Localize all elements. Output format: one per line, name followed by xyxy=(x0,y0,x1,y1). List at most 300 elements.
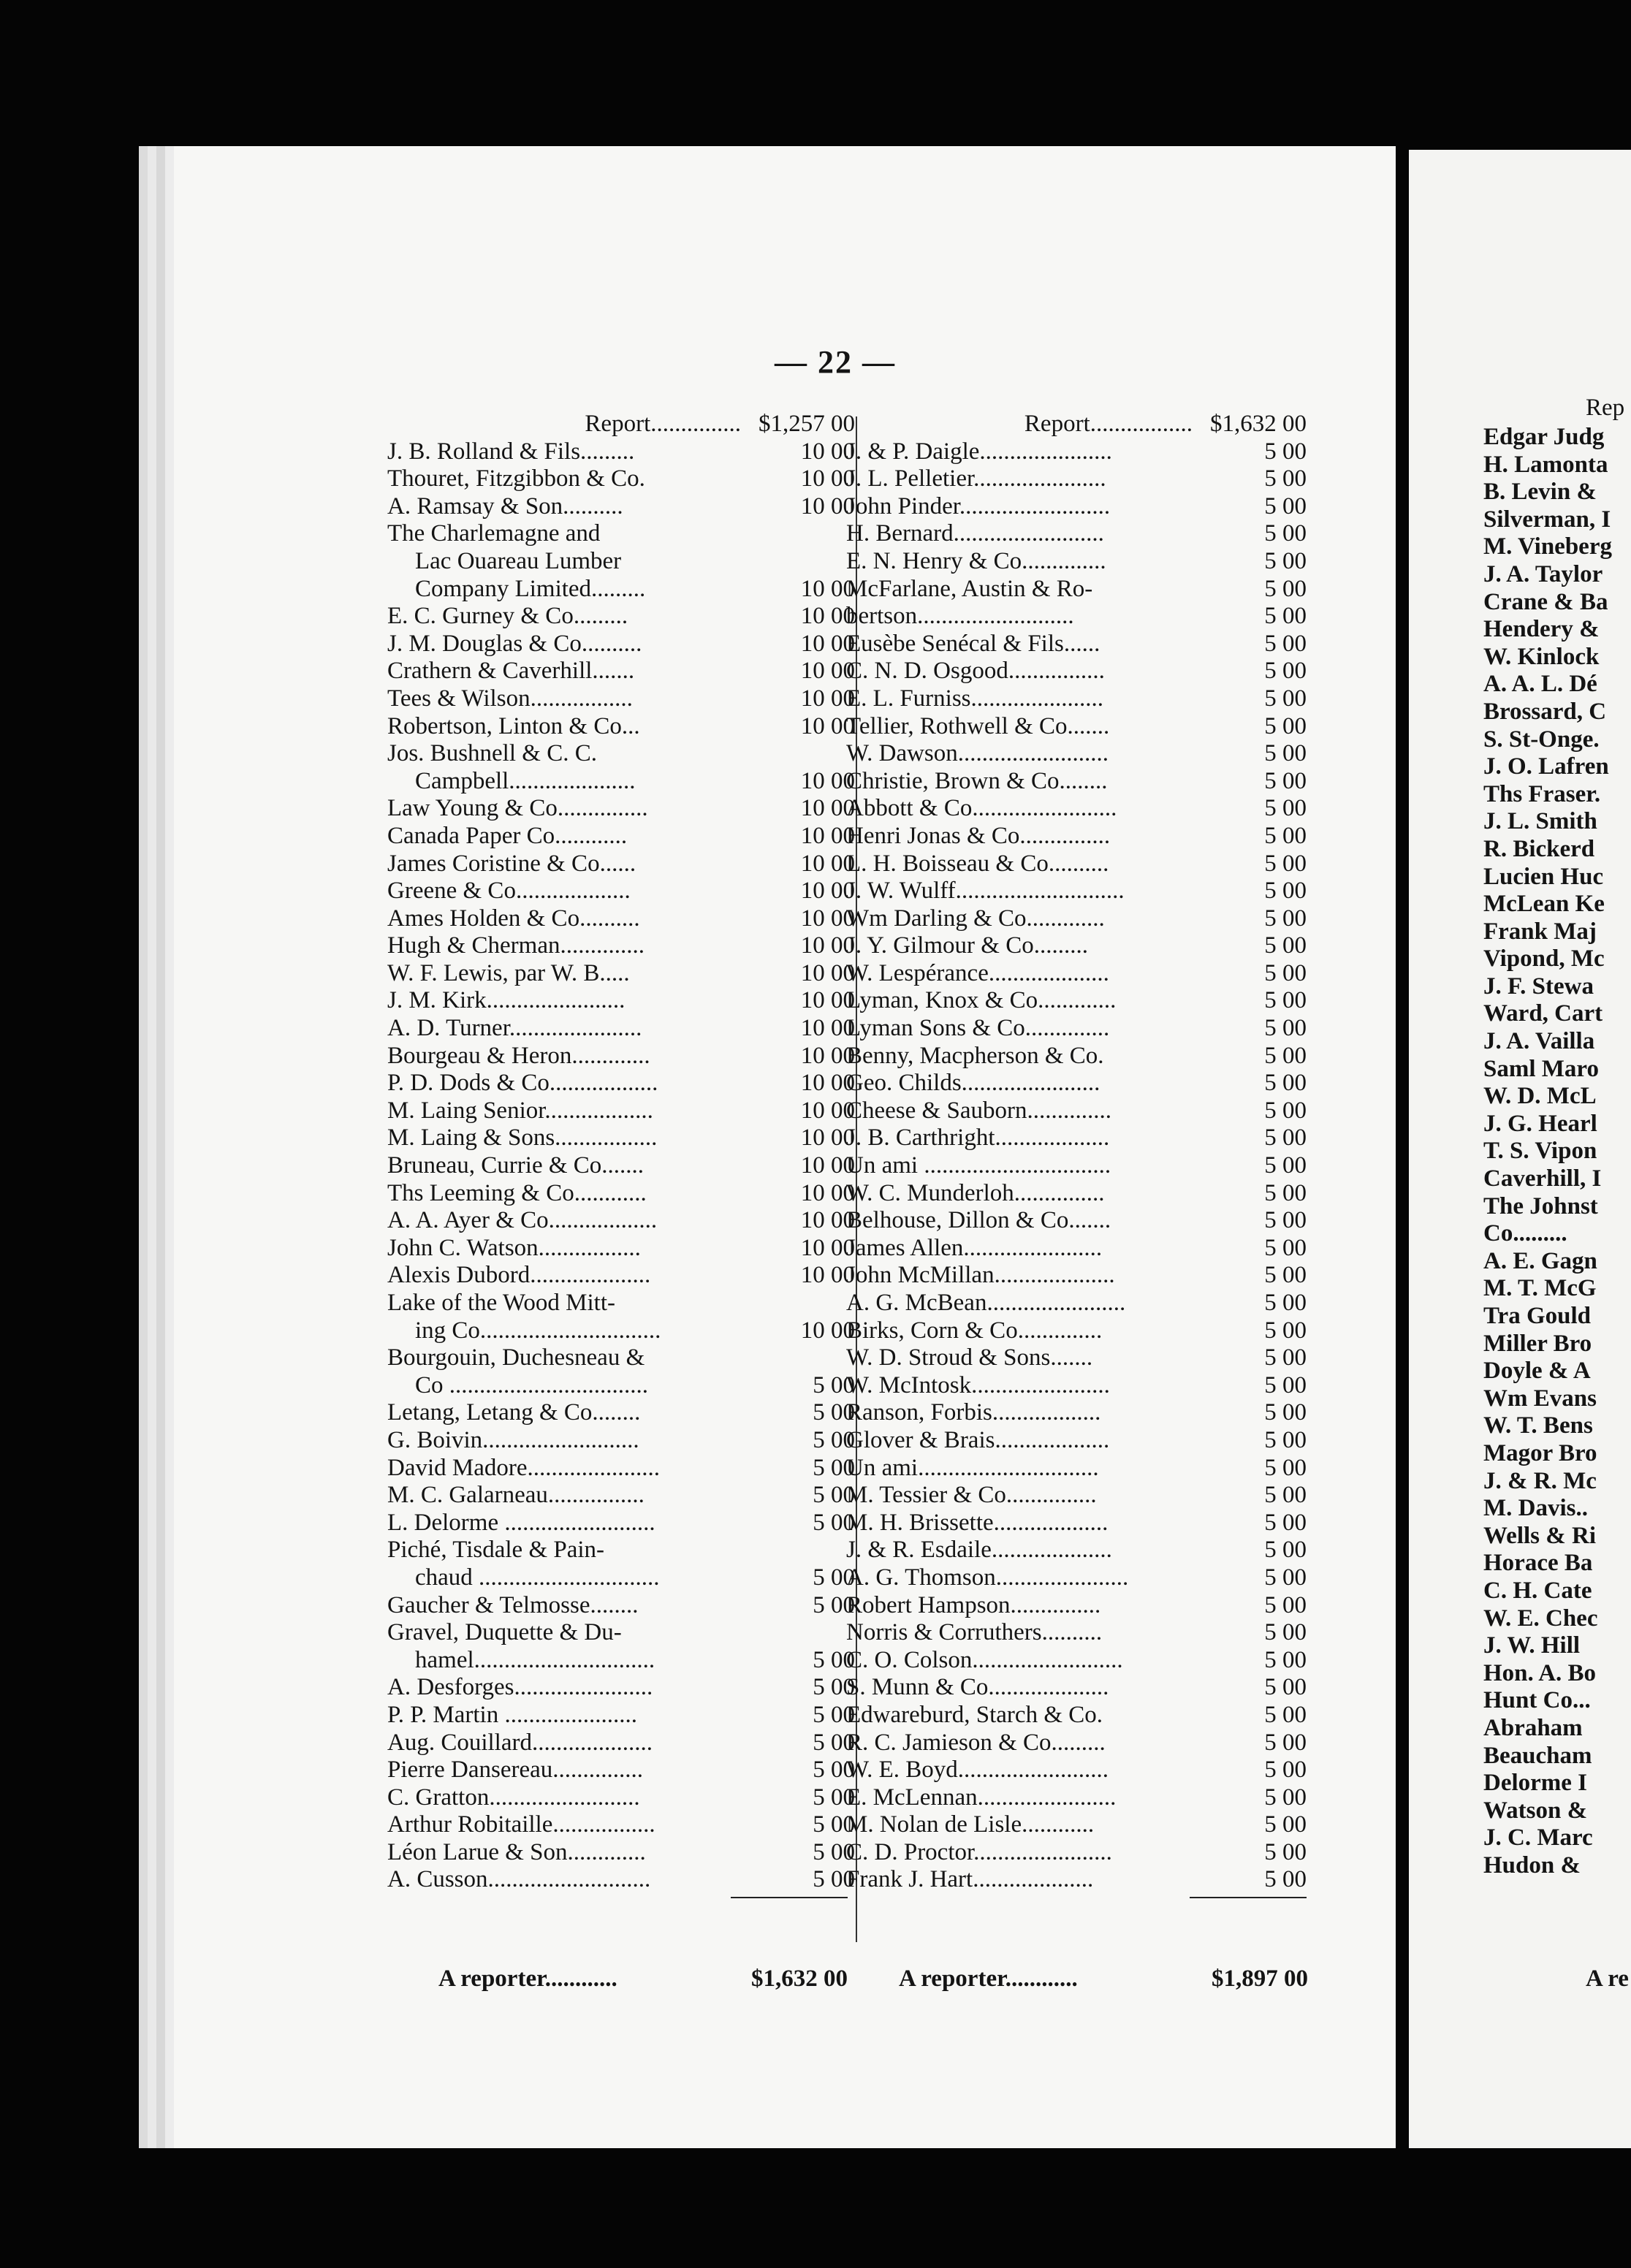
entry-amount: 5 00 xyxy=(1264,932,1307,959)
entry-row xyxy=(387,1235,855,1263)
entry-name: Wm Darling & Co............. xyxy=(846,905,1105,932)
entry-name: A. Cusson........................... xyxy=(387,1866,651,1893)
adjacent-line: Hunt Co... xyxy=(1483,1687,1591,1714)
entry-row xyxy=(387,1564,855,1592)
entry-amount: 10 00 xyxy=(800,959,855,986)
entry-row xyxy=(846,1482,1307,1510)
entry-name: A. G. McBean....................... xyxy=(846,1290,1126,1316)
adjacent-line: Wm Evans xyxy=(1483,1385,1597,1412)
entry-amount: 5 00 xyxy=(813,1646,855,1673)
entry-amount: 5 00 xyxy=(1264,1125,1307,1152)
entry-name: Lyman Sons & Co.............. xyxy=(846,1015,1110,1042)
entry-row xyxy=(846,520,1307,548)
entry-amount: 5 00 xyxy=(1264,767,1307,794)
entry-amount: 5 00 xyxy=(1264,1426,1307,1453)
adjacent-line: M. Vineberg xyxy=(1483,533,1612,560)
entry-row xyxy=(846,631,1307,658)
entry-row xyxy=(846,1757,1307,1784)
entry-amount: 10 00 xyxy=(800,1234,855,1261)
entry-name: Bourgouin, Duchesneau & xyxy=(387,1344,645,1371)
entry-amount: 10 00 xyxy=(800,1262,855,1289)
entry-name: Alexis Dubord.................... xyxy=(387,1262,651,1289)
entry-name: J. M. Douglas & Co.......... xyxy=(387,630,642,657)
adjacent-line: Miller Bro xyxy=(1483,1330,1592,1357)
entry-row xyxy=(846,1344,1307,1372)
entry-amount: 10 00 xyxy=(800,1070,855,1097)
entry-row xyxy=(846,548,1307,576)
adjacent-line: Wells & Ri xyxy=(1483,1522,1596,1549)
entry-row xyxy=(387,905,855,933)
entry-row xyxy=(846,850,1307,878)
adjacent-line: C. H. Cate xyxy=(1483,1577,1592,1604)
entry-amount: 5 00 xyxy=(1264,1015,1307,1042)
entry-amount: 5 00 xyxy=(1264,1179,1307,1206)
adjacent-line: A. E. Gagn xyxy=(1483,1247,1597,1274)
entry-amount: 5 00 xyxy=(813,1399,855,1426)
entry-row xyxy=(846,932,1307,960)
entry-amount: 5 00 xyxy=(1264,740,1307,767)
entry-name: Cheese & Sauborn.............. xyxy=(846,1097,1111,1124)
adjacent-line: Vipond, Mc xyxy=(1483,945,1605,973)
adjacent-line: R. Bickerd xyxy=(1483,835,1595,862)
entry-amount: 5 00 xyxy=(1264,1537,1307,1564)
entry-row xyxy=(846,1207,1307,1235)
entry-amount: 5 00 xyxy=(813,1591,855,1618)
entry-row xyxy=(387,685,855,713)
entry-name: Ths Leeming & Co............ xyxy=(387,1179,647,1206)
entry-row xyxy=(387,1317,855,1345)
adjacent-line: J. W. Hill xyxy=(1483,1632,1581,1659)
total-rule xyxy=(1190,1897,1307,1898)
entry-name: Gaucher & Telmosse........ xyxy=(387,1591,639,1618)
entry-amount: 5 00 xyxy=(1264,1482,1307,1509)
entry-name: M. H. Brissette................... xyxy=(846,1509,1109,1536)
entry-amount: 5 00 xyxy=(813,1509,855,1536)
entry-row xyxy=(387,1757,855,1784)
entry-row xyxy=(387,1702,855,1729)
entry-name: H. Bernard......................... xyxy=(846,520,1104,547)
right-column xyxy=(846,411,1307,1898)
adjacent-line: W. D. McL xyxy=(1483,1083,1597,1110)
entry-amount: 5 00 xyxy=(813,1454,855,1481)
entry-name: P. D. Dods & Co.................. xyxy=(387,1070,658,1097)
entry-amount: 10 00 xyxy=(800,767,855,794)
entry-row xyxy=(387,1372,855,1400)
entry-amount: 10 00 xyxy=(800,932,855,959)
entry-amount: 5 00 xyxy=(1264,1070,1307,1097)
entry-row xyxy=(846,1180,1307,1208)
entry-name: Thouret, Fitzgibbon & Co. xyxy=(387,465,645,492)
entry-row xyxy=(387,1427,855,1455)
entry-amount: 5 00 xyxy=(813,1729,855,1756)
entry-row xyxy=(846,1811,1307,1839)
adjacent-line: J. A. Taylor xyxy=(1483,560,1603,587)
entry-amount: 5 00 xyxy=(813,1482,855,1509)
entry-amount: 10 00 xyxy=(800,795,855,822)
right-total-amount: $1,897 00 xyxy=(1212,1966,1308,1992)
entry-name: J. L. Pelletier...................... xyxy=(846,465,1106,492)
entry-amount: 5 00 xyxy=(1264,685,1307,712)
entry-row xyxy=(387,411,855,438)
entry-name: A. D. Turner...................... xyxy=(387,1015,642,1042)
adjacent-line: Crane & Ba xyxy=(1483,588,1608,615)
entry-amount: 5 00 xyxy=(813,1866,855,1893)
entry-row xyxy=(387,1839,855,1867)
entry-row xyxy=(387,1811,855,1839)
entry-name: Benny, Macpherson & Co. xyxy=(846,1042,1104,1069)
entry-amount: 5 00 xyxy=(1264,1866,1307,1893)
entry-name: Geo. Childs....................... xyxy=(846,1070,1100,1097)
adjacent-line: Ths Fraser. xyxy=(1483,780,1601,807)
adjacent-line: A. A. L. Dé xyxy=(1483,671,1597,698)
entry-amount: 5 00 xyxy=(1264,1619,1307,1646)
entry-amount: 5 00 xyxy=(813,1838,855,1865)
entry-name: Un ami.............................. xyxy=(846,1454,1099,1481)
entry-name: C. N. D. Osgood................ xyxy=(846,658,1105,685)
entry-name: C. O. Colson......................... xyxy=(846,1646,1123,1673)
entry-row xyxy=(846,493,1307,521)
entry-row xyxy=(846,685,1307,713)
entry-name: Report................. xyxy=(1024,411,1193,437)
entry-row xyxy=(387,520,855,548)
entry-row xyxy=(387,1070,855,1097)
entry-amount: 5 00 xyxy=(1264,1262,1307,1289)
entry-amount: 5 00 xyxy=(1264,1290,1307,1316)
entry-row xyxy=(387,795,855,823)
entry-name: Lake of the Wood Mitt- xyxy=(387,1290,616,1316)
entry-amount: 5 00 xyxy=(813,1426,855,1453)
right-total-label: A reporter............ xyxy=(899,1966,1078,1992)
entry-row xyxy=(846,465,1307,493)
adjacent-line: Tra Gould xyxy=(1483,1303,1592,1329)
entry-row xyxy=(846,1399,1307,1427)
entry-name: G. Boivin.......................... xyxy=(387,1426,639,1453)
adjacent-line: Hendery & xyxy=(1483,616,1600,643)
entry-amount: 5 00 xyxy=(813,1701,855,1728)
entry-name: Robertson, Linton & Co... xyxy=(387,712,640,739)
adjacent-line: Edgar Judg xyxy=(1483,424,1605,450)
entry-row xyxy=(846,768,1307,796)
adjacent-line: Doyle & A xyxy=(1483,1358,1591,1385)
entry-row xyxy=(387,1262,855,1290)
entry-amount: 10 00 xyxy=(800,905,855,932)
entry-name: The Charlemagne and xyxy=(387,520,601,547)
entry-row xyxy=(387,1152,855,1180)
entry-row xyxy=(846,1015,1307,1043)
entry-amount: 5 00 xyxy=(1264,1207,1307,1234)
entry-row xyxy=(387,1647,855,1675)
entry-name: M. Laing Senior.................. xyxy=(387,1097,653,1124)
entry-row xyxy=(846,576,1307,604)
entry-name: Lac Ouareau Lumber xyxy=(415,547,622,574)
entry-row xyxy=(387,548,855,576)
adjacent-line: T. S. Vipon xyxy=(1483,1138,1597,1165)
adjacent-line: McLean Ke xyxy=(1483,891,1605,918)
adjacent-line: J. C. Marc xyxy=(1483,1824,1593,1852)
entry-name: Henri Jonas & Co............... xyxy=(846,822,1111,849)
entry-amount: 5 00 xyxy=(1264,1371,1307,1399)
entry-row xyxy=(846,795,1307,823)
entry-amount: 5 00 xyxy=(1264,1674,1307,1701)
entry-name: Co ................................. xyxy=(415,1371,649,1399)
entry-name: A. Desforges....................... xyxy=(387,1674,653,1701)
entry-amount: 5 00 xyxy=(1264,959,1307,986)
entry-amount: 5 00 xyxy=(1264,878,1307,905)
entry-row xyxy=(387,1043,855,1070)
entry-name: Un ami ............................... xyxy=(846,1152,1111,1179)
adjacent-line: Watson & xyxy=(1483,1797,1588,1824)
entry-row xyxy=(387,603,855,631)
adjacent-line: M. Davis.. xyxy=(1483,1495,1588,1522)
entry-name: Frank J. Hart.................... xyxy=(846,1866,1094,1893)
entry-row xyxy=(846,740,1307,768)
adjacent-line: B. Levin & xyxy=(1483,479,1597,506)
entry-amount: 5 00 xyxy=(813,1811,855,1838)
entry-row xyxy=(387,576,855,604)
entry-row xyxy=(387,713,855,741)
entry-amount: 5 00 xyxy=(1264,1317,1307,1344)
entry-row xyxy=(846,1427,1307,1455)
entry-name: C. Gratton......................... xyxy=(387,1784,640,1811)
entry-name: Tellier, Rothwell & Co....... xyxy=(846,712,1110,739)
entry-name: W. Dawson......................... xyxy=(846,740,1109,767)
entry-row xyxy=(387,1482,855,1510)
adjacent-line: Caverhill, I xyxy=(1483,1165,1602,1192)
entry-row xyxy=(846,1647,1307,1675)
entry-amount: 10 00 xyxy=(800,658,855,685)
entry-row xyxy=(846,1674,1307,1702)
entry-row xyxy=(387,850,855,878)
entry-name: E. L. Furniss...................... xyxy=(846,685,1104,712)
entry-amount: 10 00 xyxy=(800,878,855,905)
entry-row xyxy=(846,960,1307,988)
entry-amount: 5 00 xyxy=(1264,987,1307,1014)
entry-name: Hugh & Cherman.............. xyxy=(387,932,645,959)
entry-name: W. E. Boyd......................... xyxy=(846,1757,1109,1784)
entry-row xyxy=(387,493,855,521)
left-total-label: A reporter............ xyxy=(438,1966,617,1992)
entry-name: John C. Watson................. xyxy=(387,1234,641,1261)
entry-name: James Coristine & Co...... xyxy=(387,850,636,877)
entry-amount: 5 00 xyxy=(1264,465,1307,492)
entry-row xyxy=(387,1344,855,1372)
entry-name: Christie, Brown & Co........ xyxy=(846,767,1108,794)
entry-amount: 10 00 xyxy=(800,685,855,712)
entry-amount: 5 00 xyxy=(813,1784,855,1811)
entry-row xyxy=(387,1674,855,1702)
entry-row xyxy=(387,932,855,960)
entry-amount: 10 00 xyxy=(800,1015,855,1042)
entry-amount: $1,257 00 xyxy=(759,411,855,437)
entry-amount: 5 00 xyxy=(1264,1234,1307,1261)
entry-row xyxy=(387,1015,855,1043)
entry-name: E. McLennan....................... xyxy=(846,1784,1117,1811)
entry-row xyxy=(846,713,1307,741)
entry-name: J. M. Kirk....................... xyxy=(387,987,626,1014)
entry-name: A. G. Thomson...................... xyxy=(846,1564,1129,1591)
entry-amount: 5 00 xyxy=(1264,850,1307,877)
entry-row xyxy=(387,823,855,850)
entry-amount: 5 00 xyxy=(1264,1344,1307,1371)
entry-row xyxy=(387,658,855,685)
entry-amount: 10 00 xyxy=(800,1152,855,1179)
entry-row xyxy=(387,465,855,493)
entry-row xyxy=(387,1510,855,1537)
entry-amount: 5 00 xyxy=(1264,1042,1307,1069)
entry-amount: 5 00 xyxy=(1264,1838,1307,1865)
entry-row xyxy=(387,1207,855,1235)
entry-row xyxy=(846,1729,1307,1757)
entry-row xyxy=(387,1399,855,1427)
entry-name: Belhouse, Dillon & Co....... xyxy=(846,1207,1111,1234)
entry-row xyxy=(846,438,1307,466)
entry-row xyxy=(387,1729,855,1757)
entry-row xyxy=(846,1262,1307,1290)
entry-name: J. Y. Gilmour & Co......... xyxy=(846,932,1088,959)
adjacent-line: J. F. Stewa xyxy=(1483,973,1594,1000)
adjacent-line: Hudon & xyxy=(1483,1852,1581,1879)
entry-name: Ames Holden & Co.......... xyxy=(387,905,640,932)
entry-name: Ranson, Forbis.................. xyxy=(846,1399,1101,1426)
right-total-row xyxy=(899,1966,1308,1993)
entry-amount: 10 00 xyxy=(800,712,855,739)
entry-name: L. Delorme ......................... xyxy=(387,1509,655,1536)
entry-name: Pierre Dansereau............... xyxy=(387,1757,644,1784)
entry-row xyxy=(846,1510,1307,1537)
entry-name: Bourgeau & Heron............. xyxy=(387,1042,650,1069)
entry-name: Letang, Letang & Co........ xyxy=(387,1399,641,1426)
entry-amount: 5 00 xyxy=(813,1371,855,1399)
entry-name: P. P. Martin ...................... xyxy=(387,1701,637,1728)
entry-row xyxy=(846,1290,1307,1317)
entry-name: W. C. Munderloh............... xyxy=(846,1179,1105,1206)
entry-name: Aug. Couillard.................... xyxy=(387,1729,653,1756)
entry-name: W. D. Stroud & Sons....... xyxy=(846,1344,1093,1371)
entry-name: Canada Paper Co............ xyxy=(387,822,628,849)
adjacent-page-head: Rep xyxy=(1586,395,1625,421)
entry-amount: 5 00 xyxy=(1264,1701,1307,1728)
adjacent-line: The Johnst xyxy=(1483,1192,1598,1219)
entry-name: W. Lespérance.................... xyxy=(846,959,1109,986)
entry-name: Report............... xyxy=(585,411,741,437)
adjacent-line: M. T. McG xyxy=(1483,1275,1597,1302)
adjacent-line: Saml Maro xyxy=(1483,1055,1599,1082)
entry-row xyxy=(846,1070,1307,1097)
entry-amount: 5 00 xyxy=(1264,1757,1307,1784)
entry-amount: 10 00 xyxy=(800,630,855,657)
adjacent-line: J. A. Vailla xyxy=(1483,1028,1595,1055)
entry-name: James Allen....................... xyxy=(846,1234,1103,1261)
adjacent-line: J. G. Hearl xyxy=(1483,1110,1597,1137)
entry-row xyxy=(846,1043,1307,1070)
entry-row xyxy=(846,905,1307,933)
entry-name: A. A. Ayer & Co.................. xyxy=(387,1207,658,1234)
entry-row xyxy=(846,1317,1307,1345)
entry-amount: 5 00 xyxy=(1264,1784,1307,1811)
entry-amount: 10 00 xyxy=(800,987,855,1014)
left-column xyxy=(387,411,855,1898)
entry-row xyxy=(846,1702,1307,1729)
adjacent-line: Horace Ba xyxy=(1483,1550,1593,1577)
entry-row xyxy=(387,768,855,796)
entry-name: M. Laing & Sons................. xyxy=(387,1125,658,1152)
entry-amount: 5 00 xyxy=(1264,1591,1307,1618)
entry-amount: 5 00 xyxy=(1264,795,1307,822)
entry-name: J. B. Carthright................... xyxy=(846,1125,1110,1152)
entry-name: R. C. Jamieson & Co......... xyxy=(846,1729,1106,1756)
entry-row xyxy=(846,411,1307,438)
entry-amount: 5 00 xyxy=(1264,630,1307,657)
left-total-row xyxy=(438,1966,848,1993)
entry-name: E. N. Henry & Co.............. xyxy=(846,547,1106,574)
entry-name: L. H. Boisseau & Co.......... xyxy=(846,850,1109,877)
entry-name: ing Co.............................. xyxy=(415,1317,661,1344)
adjacent-line: J. L. Smith xyxy=(1483,808,1597,835)
entry-row xyxy=(387,1097,855,1125)
entry-name: Abbott & Co........................ xyxy=(846,795,1117,822)
entry-amount: 10 00 xyxy=(800,1042,855,1069)
entry-amount: 5 00 xyxy=(1264,1509,1307,1536)
entry-amount: 5 00 xyxy=(1264,1564,1307,1591)
entry-amount: $1,632 00 xyxy=(1210,411,1307,437)
entry-name: W. McIntosk....................... xyxy=(846,1371,1110,1399)
entry-name: hamel.............................. xyxy=(415,1646,655,1673)
adjacent-line: Ward, Cart xyxy=(1483,1000,1603,1027)
adjacent-page-foot: A re xyxy=(1586,1966,1629,1992)
entry-row xyxy=(387,1180,855,1208)
entry-row xyxy=(846,603,1307,631)
entry-name: Campbell..................... xyxy=(415,767,636,794)
entry-row xyxy=(846,1784,1307,1812)
entry-amount: 10 00 xyxy=(800,438,855,465)
adjacent-line: Hon. A. Bo xyxy=(1483,1659,1597,1686)
adjacent-line: Co......... xyxy=(1483,1220,1567,1247)
adjacent-line: Lucien Huc xyxy=(1483,863,1604,890)
adjacent-line: Delorme I xyxy=(1483,1770,1588,1797)
entry-name: Léon Larue & Son............. xyxy=(387,1838,646,1865)
entry-amount: 5 00 xyxy=(1264,438,1307,465)
entry-row xyxy=(387,631,855,658)
entry-name: M. Nolan de Lisle............ xyxy=(846,1811,1095,1838)
entry-amount: 10 00 xyxy=(800,1125,855,1152)
entry-name: Lyman, Knox & Co............. xyxy=(846,987,1117,1014)
adjacent-line: H. Lamonta xyxy=(1483,451,1608,478)
entry-row xyxy=(387,1455,855,1483)
entry-name: McFarlane, Austin & Ro- xyxy=(846,575,1093,602)
entry-amount: 10 00 xyxy=(800,1207,855,1234)
entry-name: Piché, Tisdale & Pain- xyxy=(387,1537,605,1564)
entry-name: Tees & Wilson................. xyxy=(387,685,633,712)
entry-amount: 5 00 xyxy=(1264,547,1307,574)
entry-row xyxy=(387,1784,855,1812)
entry-row xyxy=(846,1619,1307,1647)
entry-amount: 5 00 xyxy=(813,1757,855,1784)
entry-amount: 10 00 xyxy=(800,465,855,492)
adjacent-line: W. E. Chec xyxy=(1483,1605,1598,1632)
entry-row xyxy=(387,960,855,988)
entry-amount: 5 00 xyxy=(1264,1811,1307,1838)
entry-row xyxy=(846,1097,1307,1125)
entry-amount: 10 00 xyxy=(800,1179,855,1206)
entry-name: J. B. Rolland & Fils......... xyxy=(387,438,635,465)
entry-row xyxy=(387,1125,855,1152)
entry-row xyxy=(846,1839,1307,1867)
adjacent-line: Beaucham xyxy=(1483,1742,1592,1769)
entry-name: Bruneau, Currie & Co....... xyxy=(387,1152,645,1179)
entry-amount: 10 00 xyxy=(800,850,855,877)
entry-name: Law Young & Co............... xyxy=(387,795,648,822)
entry-name: W. F. Lewis, par W. B..... xyxy=(387,959,630,986)
